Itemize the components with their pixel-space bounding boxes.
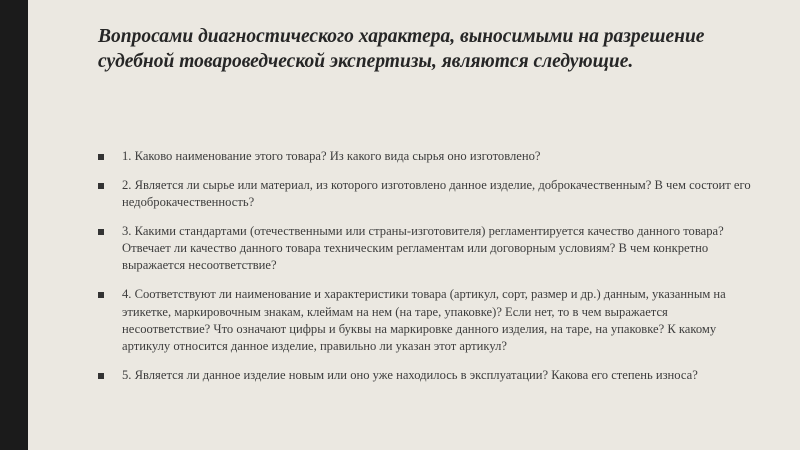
bullet-item-5 <box>98 367 758 384</box>
bullet-item-3 <box>98 223 758 275</box>
bullet-text-4: 4. Соответствуют ли наименование и характеристики товара (артикул, сорт, размер и др.) данным, указанным на этикетке, маркировочным знакам, клеймам на нем (на таре, упаковке)? Если нет, то в чем выражается несоответствие? Что означают цифры и буквы на маркировке данного изделия, на таре, на упаковке? К какому артикулу относится данное изделие, правильно ли указан этот артикул? <box>122 287 726 354</box>
square-bullet-icon <box>98 373 104 379</box>
slide-title: Вопросами диагностического характера, выносимыми на разрешение судебной товароведческой экспертизы, являются следующие. <box>98 26 705 72</box>
square-bullet-icon <box>98 154 104 160</box>
bullet-item-1 <box>98 148 758 165</box>
left-accent-bar <box>0 0 28 450</box>
bullet-text-3: 3. Какими стандартами (отечественными или страны-изготовителя) регламентируется качество данного товара? Отвечает ли качество данного товара техническим регламентам или договорным условиям? В чем конкретно выражается несоответствие? <box>122 223 724 273</box>
square-bullet-icon <box>98 292 104 298</box>
square-bullet-icon <box>98 183 104 189</box>
bullet-text-5: 5. Является ли данное изделие новым или оно уже находилось в эксплуатации? Какова его степень износа? <box>122 367 698 382</box>
bullet-text-2: 2. Является ли сырье или материал, из которого изготовлено данное изделие, доброкачественным? В чем состоит его недоброкачественность? <box>122 177 751 210</box>
bullet-item-2 <box>98 177 758 212</box>
square-bullet-icon <box>98 229 104 235</box>
bullet-text-1: 1. Каково наименование этого товара? Из какого вида сырья оно изготовлено? <box>122 149 541 163</box>
bullet-item-4 <box>98 286 758 355</box>
bullet-list <box>98 148 758 396</box>
slide <box>28 0 800 450</box>
